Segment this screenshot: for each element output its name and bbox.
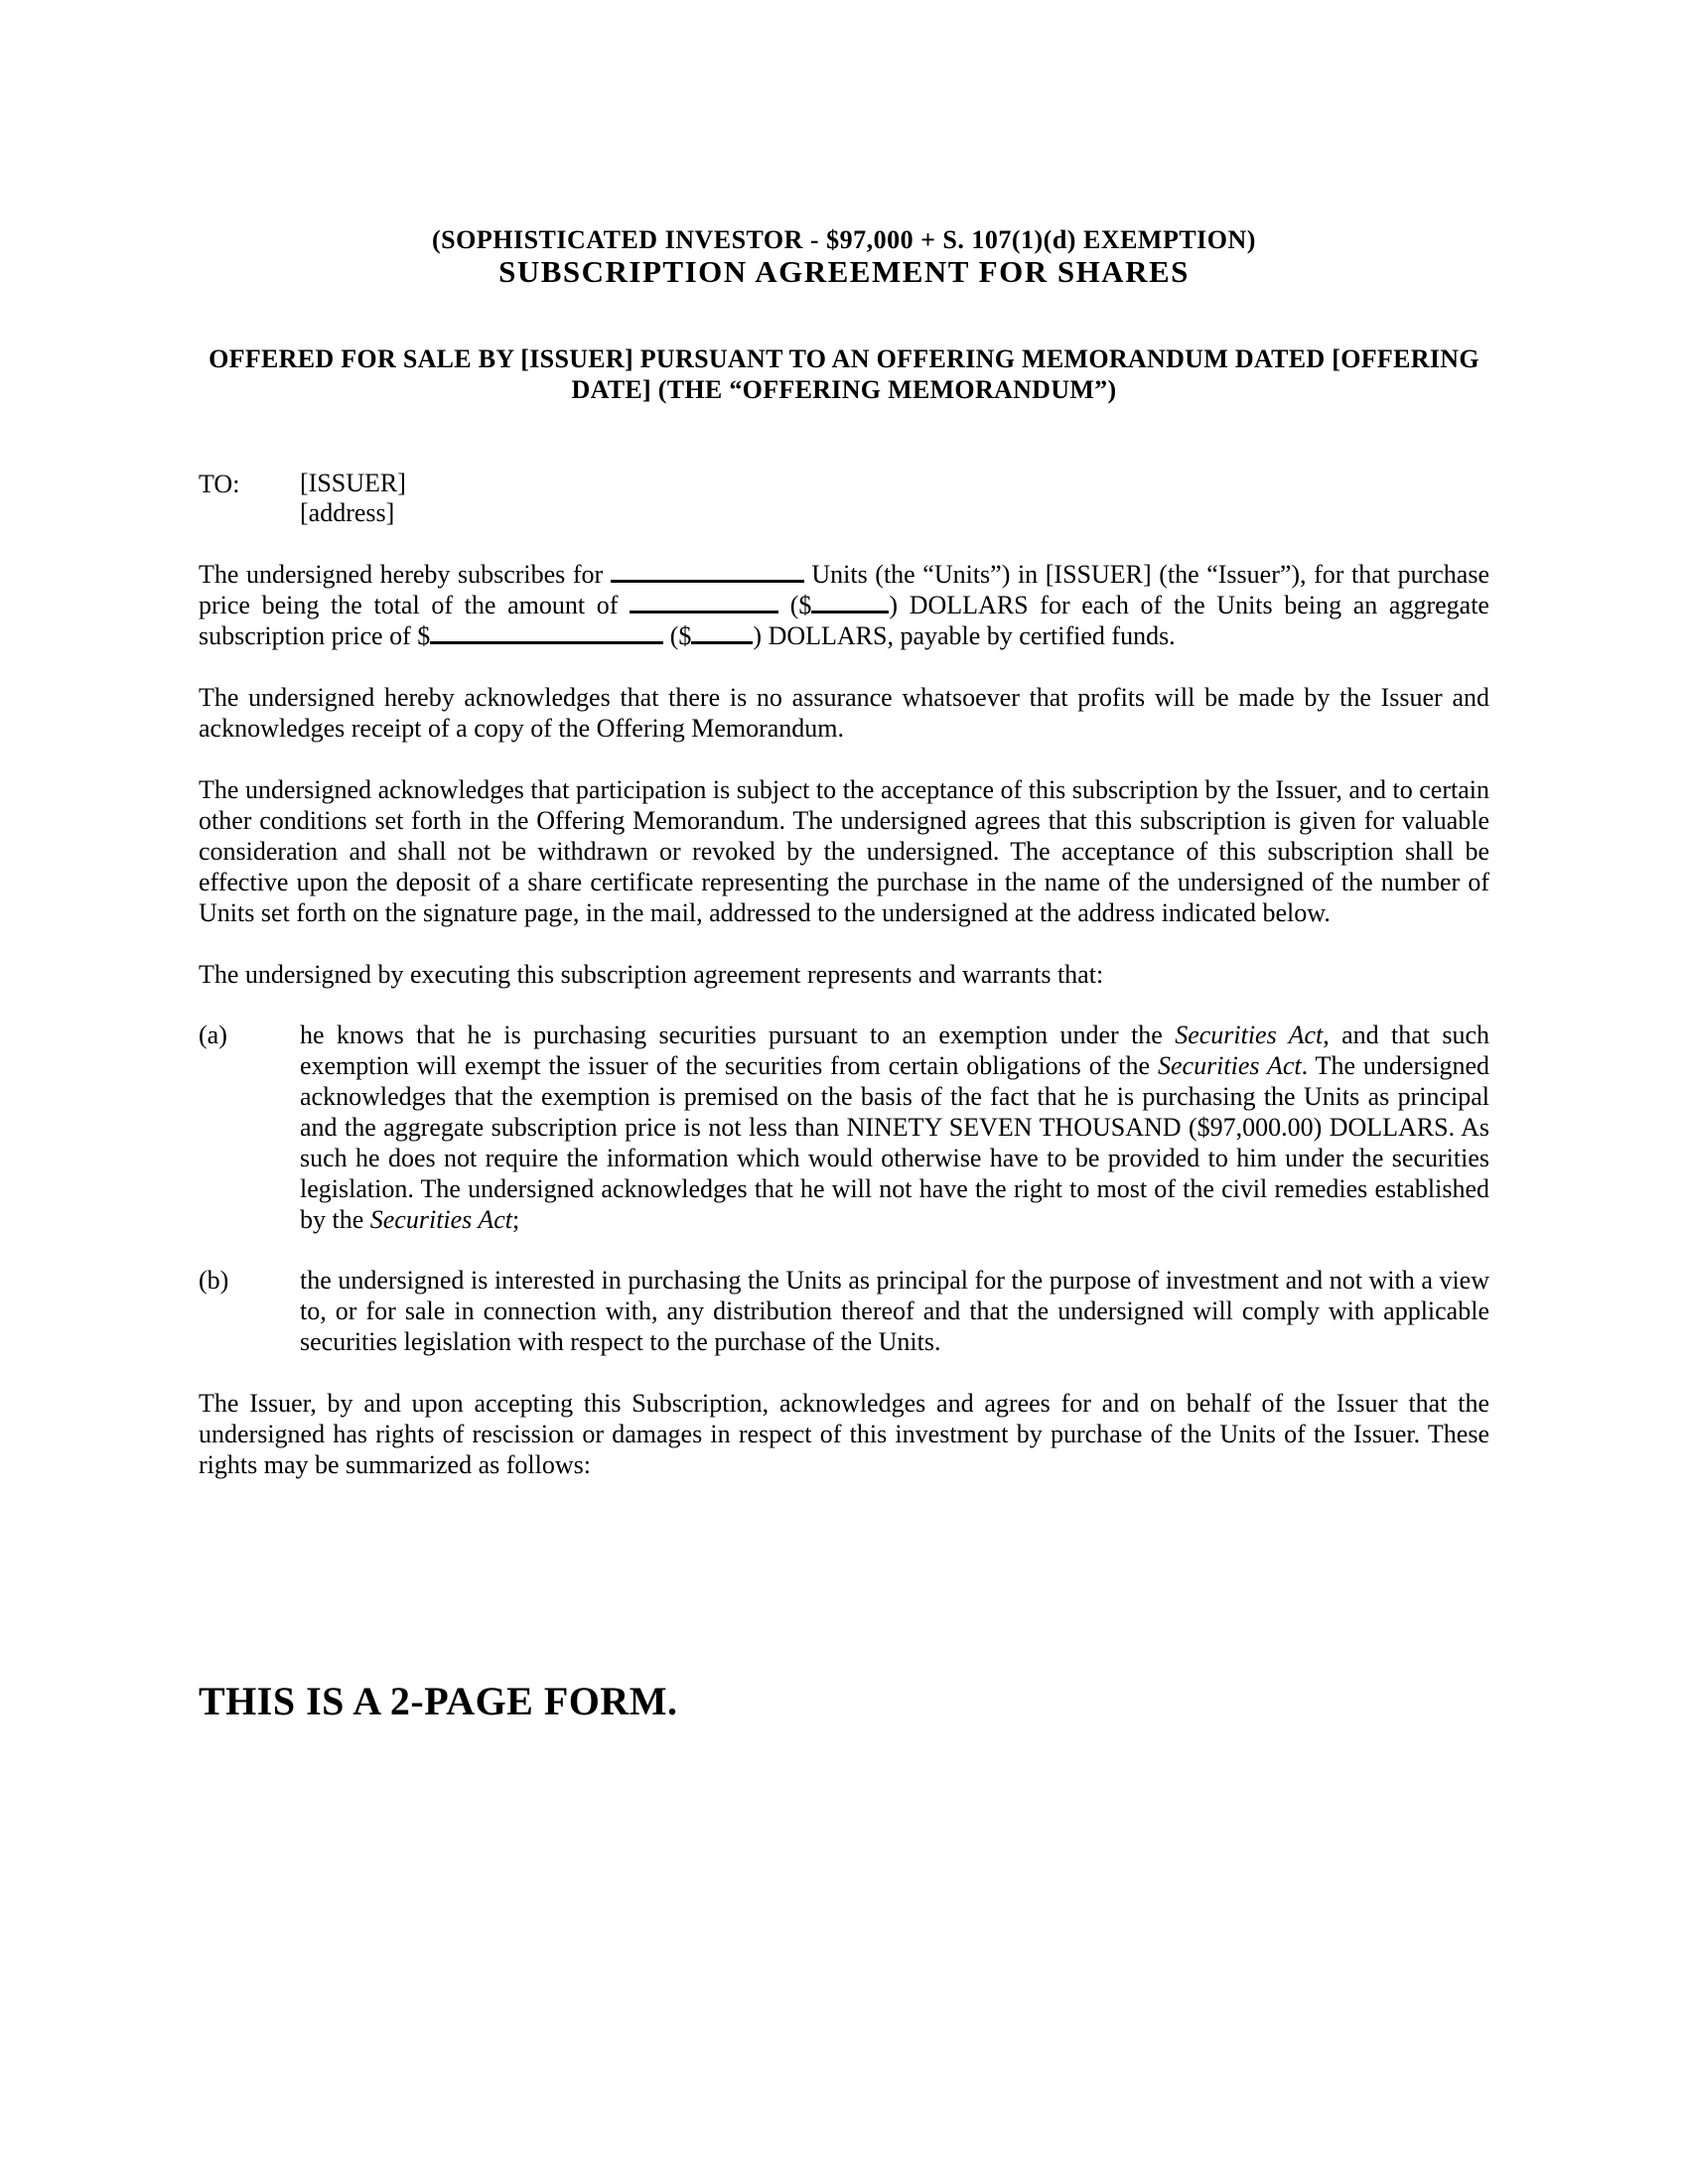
list-item-b bbox=[199, 1265, 1489, 1357]
italic-act-reference: Securities Act bbox=[1175, 1021, 1324, 1049]
list-item-b-text: the undersigned is interested in purchasing the Units as principal for the purpose of investment and not with a view to, or for sale in connection with, any distribution thereof and that the undersigned will comply with applicable securities legislation with respect to the purchase of the Units. bbox=[300, 1266, 1489, 1356]
paragraph-represents-warrants: The undersigned by executing this subscription agreement represents and warrants that: bbox=[199, 960, 1104, 989]
list-item-a-label: (a) bbox=[199, 1021, 227, 1049]
fill-in-blank bbox=[811, 609, 889, 614]
document-title: SUBSCRIPTION AGREEMENT FOR SHARES bbox=[498, 254, 1190, 289]
list-item-a-text: he knows that he is purchasing securities pursuant to an exemption under the Securities Act, and that such exemption will exempt the issuer of the securities from certain obligations of the Securities Act. The undersigned acknowledges that the exemption is premised on the basis of the fact that he is purchasing the Units as principal and the aggregate subscription price is not less than NINETY SEVEN THOUSAND ($97,000.00) DOLLARS. As such he does not require the information which would otherwise have to be provided to him under the securities legislation. The undersigned acknowledges that he will not have the right to most of the civil remedies established by the Securities Act; bbox=[300, 1021, 1489, 1234]
fill-in-blank bbox=[611, 578, 804, 583]
document-classification-line: (SOPHISTICATED INVESTOR - $97,000 + S. 107(1)(d) EXEMPTION) bbox=[432, 225, 1256, 254]
list-item-b-label: (b) bbox=[199, 1266, 229, 1295]
paragraph-acceptance: The undersigned acknowledges that participation is subject to the acceptance of this subscription by the Issuer, and to certain other conditions set forth in the Offering Memorandum. The undersigned agrees that this subscription is given for valuable consideration and shall not be withdrawn or revoked by the undersigned. The acceptance of this subscription shall be effective upon the deposit of a share certificate representing the purchase in the name of the undersigned of the number of Units set forth on the signature page, in the mail, addressed to the undersigned at the address indicated below. bbox=[199, 775, 1489, 927]
paragraph-no-assurance: The undersigned hereby acknowledges that there is no assurance whatsoever that profits will be made by the Issuer and acknowledges receipt of a copy of the Offering Memorandum. bbox=[199, 683, 1489, 743]
addressee-issuer: [ISSUER] bbox=[300, 469, 406, 497]
addressee-address: [address] bbox=[300, 498, 395, 527]
italic-act-reference: Securities Act bbox=[369, 1205, 512, 1234]
addressee-block bbox=[199, 469, 1489, 528]
paragraph-rescission-rights: The Issuer, by and upon accepting this Subscription, acknowledges and agrees for and on behalf of the Issuer that the undersigned has rights of rescission or damages in respect of this investment by purchase of the Units of the Issuer. These rights may be summarized as follows: bbox=[199, 1389, 1489, 1479]
fill-in-blank bbox=[630, 609, 778, 614]
offering-subtitle: OFFERED FOR SALE BY [ISSUER] PURSUANT TO AN OFFERING MEMORANDUM DATED [OFFERING DATE] (THE “OFFERING MEMORANDUM”) bbox=[209, 344, 1479, 404]
addressee-lines bbox=[300, 469, 406, 528]
page-count-note: THIS IS A 2-PAGE FORM. bbox=[199, 1679, 678, 1723]
fill-in-blank bbox=[430, 639, 663, 644]
fill-in-blank bbox=[691, 639, 753, 644]
italic-act-reference: Securities Act bbox=[1157, 1051, 1302, 1080]
title-block bbox=[199, 224, 1489, 288]
paragraph-subscription: The undersigned hereby subscribes for Units (the “Units”) in [ISSUER] (the “Issuer”), for that purchase price being the total of the amount of ($ ) DOLLARS for each of the Units being an aggregate subscription price of $ ($ ) DOLLARS, payable by certified funds. bbox=[199, 560, 1489, 650]
list-item-a bbox=[199, 1020, 1489, 1235]
addressee-label: TO: bbox=[199, 470, 240, 498]
